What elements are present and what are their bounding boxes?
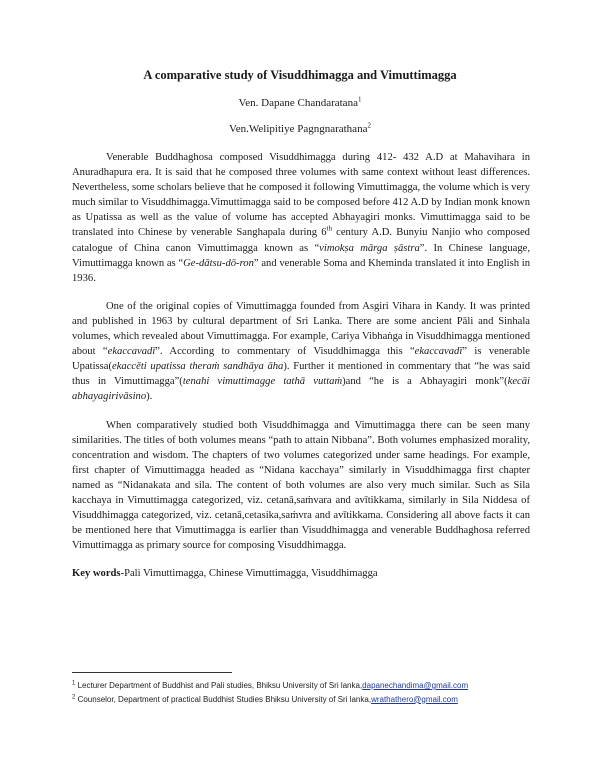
footnote-text: Counselor, Department of practical Buddhist Studies Bhiksu University of Sri lanka, [77, 694, 372, 704]
footnote-text: Lecturer Department of Buddhist and Pali studies, Bhiksu University of Sri lanka, [77, 681, 363, 690]
footnote-1 [72, 679, 542, 693]
text-run: One of the original copies of Vimuttimagga founded from Asgiri Vihara in Kandy. It was printed and published in 1963 by cultural department of Sri Lanka. There are some ancient Pāli and Sinhala volumes, which revealed about Vimuttimagga. For example, Cariya Vibhaṅga in Visuddhimagga mentioned about “ [72, 300, 530, 358]
paragraph-1 [72, 150, 530, 286]
paragraph-2 [72, 299, 530, 405]
italic-term: vimokṣa mārga ṣāstra [319, 242, 420, 254]
italic-term: ekaccēti upatissa theraṁ sandhāya āha [112, 361, 284, 373]
paper-body [72, 150, 530, 594]
text-run: ” and venerable Soma and Kheminda translated it into English in 1936. [72, 257, 530, 284]
italic-term: ekaccavadī [107, 346, 156, 358]
author-name: Ven.Welipitiye Pagngnarathana [229, 123, 368, 135]
text-run: ). [146, 391, 153, 403]
paper-title: A comparative study of Visuddhimagga and Vimuttimagga [143, 68, 457, 82]
footnote-divider [72, 672, 232, 673]
text-run: Venerable Buddhaghosa composed Visuddhimagga during 412- 432 A.D at Mahavihara in Anuradhapura era. It is said that he composed three volumes with same context without least differences. Nevertheless, some scholars believe that he composed it following Vimuttimagga, the volume which is very much similar to Visuddhimagga.Vimuttimagga said to be composed before 412 A.D by Indian monk known as Upatissa as well as the value of volume has accepted Abhayagiri monks. Vimuttimagga said to be translated into Chinese by venerable Sanghapala during 6 [72, 152, 530, 239]
footnote-mark: 2 [72, 693, 76, 700]
italic-term: Ge-dātsu-dō-ron [183, 257, 254, 269]
text-run: ” is venerable Upatissa( [72, 346, 530, 373]
footnote-mark: 1 [72, 680, 76, 687]
footnotes [72, 679, 542, 706]
email-link[interactable]: dapanechandima@gmail.com [362, 681, 469, 690]
superscript: th [326, 224, 332, 233]
italic-term: ekaccavadī [414, 346, 463, 358]
text-run: )and “he is a Abhayagiri monk”( [342, 376, 508, 388]
text-run: ”. According to commentary of Visuddhimagga this “ [155, 346, 415, 358]
text-run: ). Further it mentioned in commentary that “he was said thus in Vimuttimagga”( [72, 361, 530, 388]
footnote-mark: 2 [367, 121, 371, 130]
italic-term: tenahi vimuttimagge tathā vuttaṁ [182, 376, 343, 388]
keywords-label: Key words [72, 568, 121, 580]
keywords [72, 566, 530, 581]
text-run: ”. In Chinese language, Vimuttimagga known as “ [72, 242, 530, 269]
paragraph-3: When comparatively studied both Visuddhimagga and Vimuttimagga there can be seen many similarities. The titles of both volumes means “path to attain Nibbana”. Both volumes emphasized morality, concentration and wisdom. The chapters of two volumes categorized under same headings. For example, first chapter of Vimuttimagga headed as “Nidana kacchaya” similarly in Visuddhimagga first chapter named as “Nidanakata and sila. The content of both volumes are also very much similar. Such as Sila kacchaya in Vimuttimagga categorized, viz. cetanā,saṁvara and avītikkama, similarly in Sila Niddesa of Visuddhimagga categorized, viz. cetanā,cetasika,saṁvra and avītikkama. Considering all above facts it can be mentioned here that Vimuttimagga is earlier than Visuddhimagga and venerable Buddhaghosa referred Vimuttimagga as primary source for composing Visuddhimagga. [72, 419, 530, 552]
author-1 [0, 97, 600, 109]
italic-term: kecāi abhayagirivāsino [72, 376, 530, 403]
email-link[interactable]: wrathathero@gmail.com [371, 694, 458, 704]
footnote-mark: 1 [357, 95, 362, 104]
author-2 [0, 123, 600, 135]
keywords-list: -Pali Vimuttimagga, Chinese Vimuttimagga, Visuddhimagga [120, 568, 378, 580]
text-run: century A.D. Bunyiu Nanjio who composed catalogue of China canon Vimuttimagga known as “ [72, 227, 530, 254]
author-name: Ven. Dapane Chandaratana [238, 97, 358, 109]
footnote-2 [72, 693, 542, 707]
